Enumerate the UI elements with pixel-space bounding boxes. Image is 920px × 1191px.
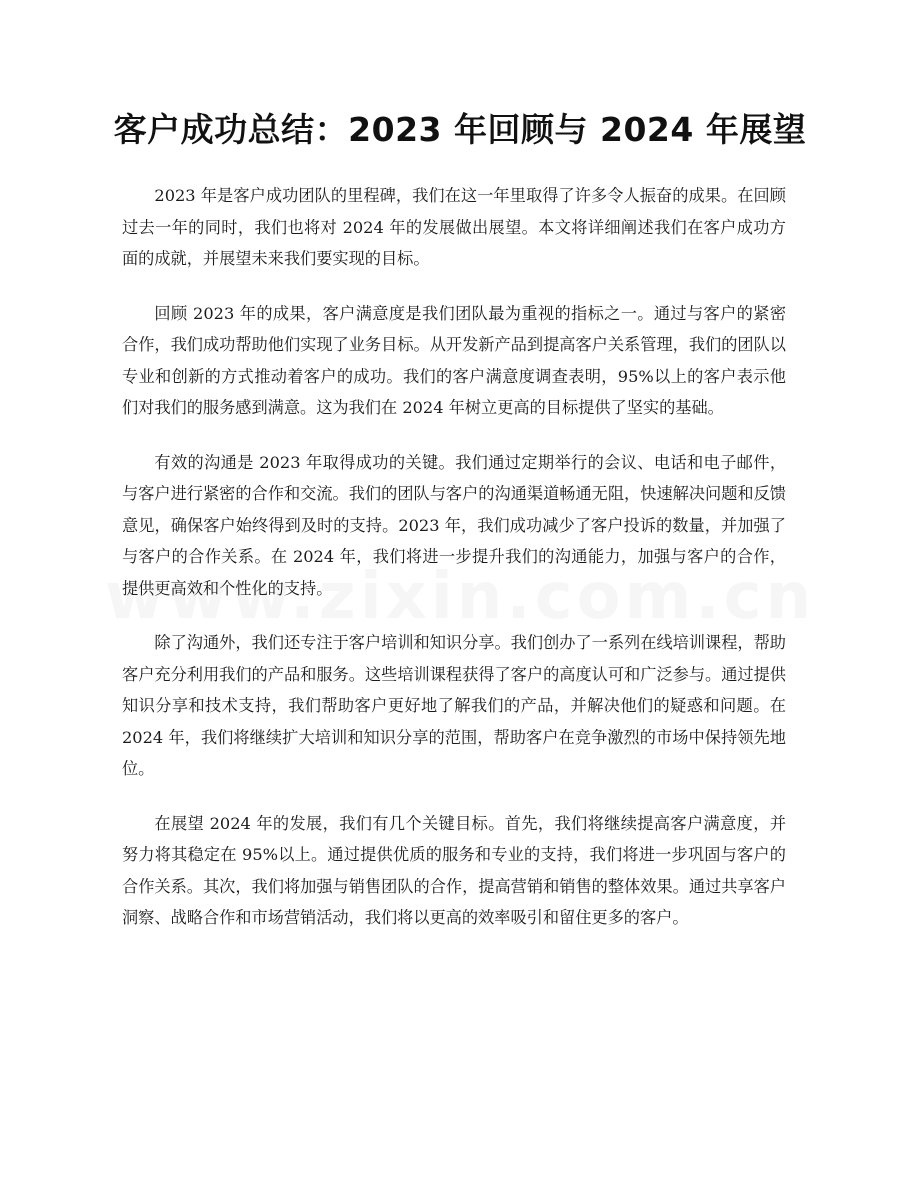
paragraph-communication: 有效的沟通是 2023 年取得成功的关键。我们通过定期举行的会议、电话和电子邮件，与客户进行紧密的合作和交流。我们的团队与客户的沟通渠道畅通无阻，快速解决问题和反馈意见，确保客户始终得到及时的支持。2023 年，我们成功减少了客户投诉的数量，并加强了与客户的合作关系。在 2024 年，我们将进一步提升我们的沟通能力，加强与客户的合作，提供更高效和个性化的支持。: [122, 452, 786, 598]
document-body: [122, 180, 786, 957]
document-title: 客户成功总结：2023 年回顾与 2024 年展望: [113, 110, 807, 149]
paragraph-training: 除了沟通外，我们还专注于客户培训和知识分享。我们创办了一系列在线培训课程，帮助客户充分利用我们的产品和服务。这些培训课程获得了客户的高度认可和广泛参与。通过提供知识分享和技术支持，我们帮助客户更好地了解我们的产品，并解决他们的疑惑和问题。在 2024 年，我们将继续扩大培训和知识分享的范围，帮助客户在竞争激烈的市场中保持领先地位。: [122, 633, 786, 778]
paragraph-intro: 2023 年是客户成功团队的里程碑，我们在这一年里取得了许多令人振奋的成果。在回顾过去一年的同时，我们也将对 2024 年的发展做出展望。本文将详细阐述我们在客户成功方面的成就，并展望未来我们要实现的目标。: [122, 186, 786, 268]
paragraph-outlook: 在展望 2024 年的发展，我们有几个关键目标。首先，我们将继续提高客户满意度，并努力将其稳定在 95%以上。通过提供优质的服务和专业的支持，我们将进一步巩固与客户的合作关系。其次，我们将加强与销售团队的合作，提高营销和销售的整体效果。通过共享客户洞察、战略合作和市场营销活动，我们将以更高的效率吸引和留住更多的客户。: [122, 813, 786, 927]
paragraph-satisfaction: 回顾 2023 年的成果，客户满意度是我们团队最为重视的指标之一。通过与客户的紧密合作，我们成功帮助他们实现了业务目标。从开发新产品到提高客户关系管理，我们的团队以专业和创新的方式推动着客户的成功。我们的客户满意度调查表明，95%以上的客户表示他们对我们的服务感到满意。这为我们在 2024 年树立更高的目标提供了坚实的基础。: [122, 303, 786, 417]
